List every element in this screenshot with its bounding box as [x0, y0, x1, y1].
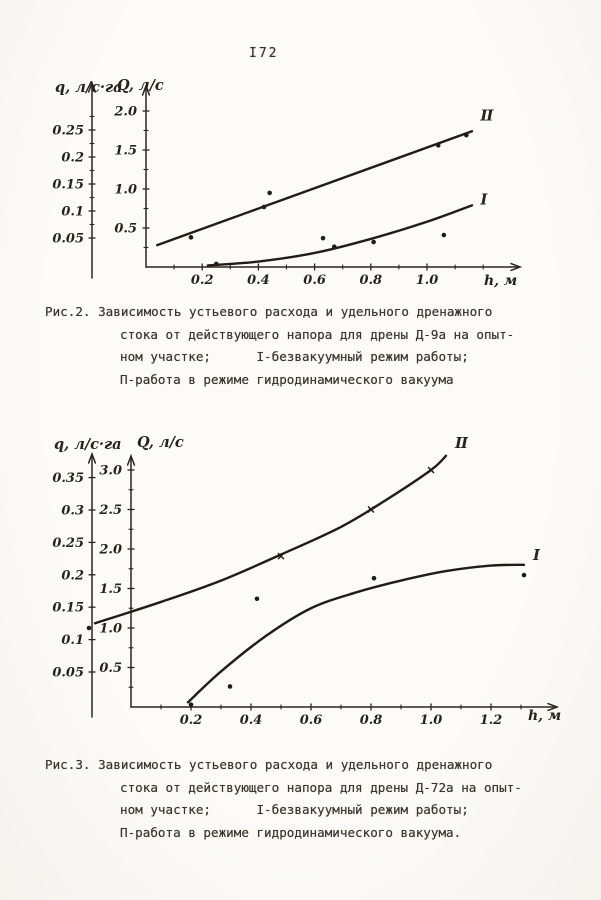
figure-2-caption [45, 301, 514, 391]
chart-text: q, л/с·га [54, 436, 122, 453]
chart-text: II [480, 106, 493, 125]
data-point-dot [372, 576, 377, 581]
chart-text: 2.5 [99, 503, 122, 518]
data-point-dot [332, 244, 337, 249]
chart-text: 1.0 [419, 713, 443, 728]
chart-text: 0.05 [52, 665, 84, 681]
chart-text: 0.4 [239, 713, 263, 728]
chart-text: h, м [528, 708, 562, 724]
caption-line: стока от действующего напора для дрены Д-72а на опыт- [120, 779, 522, 795]
chart-text: 1.0 [99, 621, 122, 637]
chart-text: 0.2 [179, 713, 203, 728]
chart-text: 1.2 [479, 713, 503, 728]
chart-text: q, л/с·га [55, 79, 123, 96]
data-point-dot [228, 684, 233, 689]
chart-text: 0.5 [99, 661, 122, 676]
data-point-dot [189, 702, 194, 707]
figure-2-plot [52, 77, 520, 289]
chart-text: 0.3 [61, 503, 84, 519]
caption-line: П-работа в режиме гидродинамического вакуума [120, 371, 454, 387]
chart-text: 0.15 [52, 177, 84, 193]
chart-text: 0.8 [359, 273, 383, 288]
chart-text: 0.6 [299, 713, 323, 728]
chart-text: 0.6 [303, 273, 326, 288]
chart-text: Q, л/с [137, 434, 184, 451]
chart-text: 3.0 [99, 463, 122, 479]
data-point-dot [255, 596, 260, 601]
series-II [87, 434, 469, 630]
series-I [188, 546, 541, 707]
chart-text: I [533, 546, 540, 565]
data-point-dot [436, 143, 441, 148]
caption-line: ном участке; I-безвакуумный режим работы; [120, 349, 469, 364]
caption-line: Рис.2. Зависимость устьевого расхода и удельного дренажного [45, 304, 493, 319]
chart-text: 1.5 [99, 582, 122, 597]
data-point-dot [464, 133, 469, 138]
caption-line: стока от действующего напора для дрены Д-9а на опыт- [120, 326, 515, 342]
data-point-dot [189, 235, 194, 240]
chart-text: 0.25 [52, 123, 84, 139]
chart-text: 0.4 [247, 273, 270, 288]
chart-text: 1.0 [114, 182, 137, 198]
chart-text: 1.5 [114, 143, 137, 159]
data-point-dot [522, 573, 527, 578]
chart-text: 0.05 [52, 231, 84, 247]
figure-3-caption [45, 754, 522, 844]
data-point-dot [267, 191, 272, 196]
caption-line: Рис.3. Зависимость устьевого расхода и удельного дренажного [45, 757, 493, 772]
chart-text: 2.0 [114, 104, 137, 120]
data-point-dot [321, 236, 326, 241]
chart-text: h, м [484, 273, 518, 289]
chart-text: 0.1 [61, 204, 84, 220]
figure-3-plot [52, 434, 561, 728]
chart-text: 0.1 [61, 633, 84, 649]
data-point-dot [214, 262, 219, 267]
data-point-dot [442, 233, 447, 238]
chart-text: 0.5 [114, 221, 137, 237]
axes [52, 434, 561, 728]
caption-line: ном участке; I-безвакуумный режим работы; [120, 802, 469, 817]
chart-text: 0.25 [52, 535, 84, 551]
chart-text: 0.2 [61, 150, 84, 166]
chart-text: I [480, 190, 487, 209]
chart-text: Q, л/с [117, 77, 164, 94]
chart-text: 0.8 [359, 713, 383, 728]
chart-text: 0.2 [190, 273, 214, 288]
data-point-dot [87, 626, 92, 631]
chart-text: 1.0 [415, 273, 439, 288]
page-number: I72 [249, 46, 279, 61]
chart-text: 0.35 [52, 471, 84, 487]
data-point-dot [262, 205, 267, 210]
caption-line: П-работа в режиме гидродинамического вакуума. [120, 824, 462, 840]
chart-text: 0.2 [61, 568, 84, 584]
data-point-dot [371, 240, 376, 245]
chart-text: 0.15 [52, 600, 84, 616]
series-II [157, 106, 494, 245]
series-I [208, 191, 489, 267]
chart-text: 2.0 [99, 542, 122, 558]
chart-text: II [455, 433, 468, 452]
